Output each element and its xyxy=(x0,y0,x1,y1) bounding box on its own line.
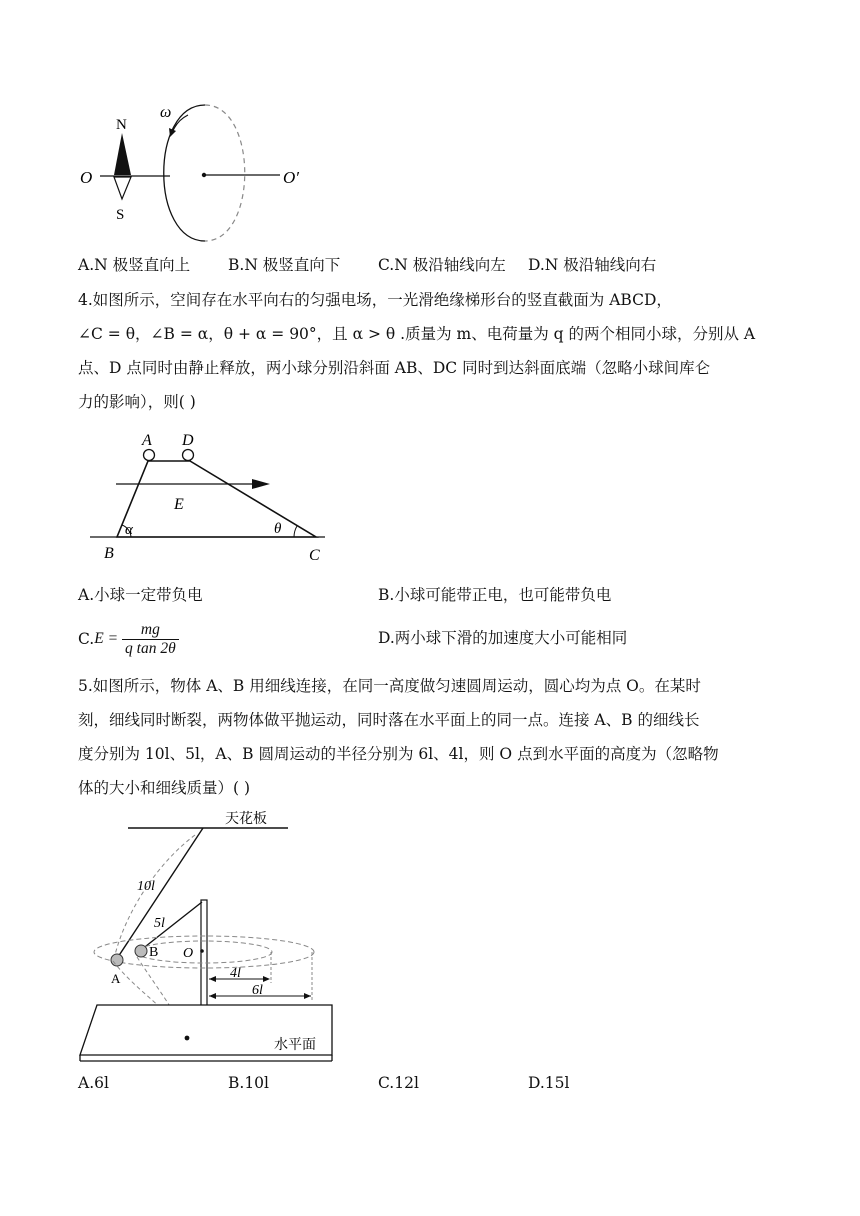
label-6l: 6l xyxy=(252,983,263,998)
q5-option-a[interactable]: A.6l xyxy=(78,1074,109,1092)
q4-stem-line1: 4.如图所示，空间存在水平向右的匀强电场，一光滑绝缘梯形台的竖直截面为 ABCD， xyxy=(78,291,672,309)
label-N: N xyxy=(116,117,127,133)
label-O: O xyxy=(183,946,194,961)
vertical-rod xyxy=(201,900,207,1012)
landing-point xyxy=(185,1036,190,1041)
q3-figure xyxy=(70,95,330,250)
ground-label: 水平面 xyxy=(274,1038,316,1053)
label-B: B xyxy=(149,945,159,960)
q4-option-c[interactable] xyxy=(78,616,179,662)
label-10l: 10l xyxy=(137,879,155,894)
q4-stem-line4: 力的影响），则( ) xyxy=(78,393,196,411)
trapezoid xyxy=(117,461,316,537)
label-alpha: α xyxy=(125,522,133,538)
q4-option-c-prefix: C. xyxy=(78,630,95,648)
angle-theta-arc xyxy=(294,526,297,537)
ball-d xyxy=(183,450,194,461)
q4-stem-line2: ∠C = θ，∠B = α，θ + α = 90°，且 α > θ .质量为 m、电荷量为 q 的两个相同小球，分别从 A xyxy=(78,325,756,343)
q4-option-a[interactable]: A.小球一定带负电 xyxy=(78,586,203,604)
string-10l-dim xyxy=(115,835,195,955)
needle-north xyxy=(114,133,131,175)
fraction-denominator: q tan 2θ xyxy=(125,639,176,657)
fraction-numerator: mg xyxy=(122,621,179,640)
label-A: A xyxy=(142,432,152,449)
q5-option-d[interactable]: D.15l xyxy=(528,1074,570,1092)
q4-stem-line3: 点、D 点同时由静止释放，两小球分别沿斜面 AB、DC 同时到达斜面底端（忽略小球间库仑 xyxy=(78,359,711,377)
q3-option-d[interactable]: D.N 极沿轴线向右 xyxy=(528,256,657,274)
q4-option-d[interactable]: D.两小球下滑的加速度大小可能相同 xyxy=(378,629,628,647)
q4-figure xyxy=(80,425,340,570)
q3-option-c[interactable]: C.N 极沿轴线向左 xyxy=(378,256,506,274)
label-E: E xyxy=(174,496,184,513)
q5-stem-line4: 体的大小和细线质量）( ) xyxy=(78,779,251,797)
q3-option-b[interactable]: B.N 极竖直向下 xyxy=(228,256,341,274)
label-C: C xyxy=(309,547,320,564)
center-o xyxy=(200,949,204,953)
q4-option-c-fraction xyxy=(122,621,179,658)
disk-back xyxy=(205,105,245,241)
needle-south xyxy=(114,177,131,199)
q5-figure xyxy=(75,805,350,1065)
label-B: B xyxy=(104,545,114,562)
label-5l: 5l xyxy=(154,916,165,931)
q3-option-a[interactable]: A.N 极竖直向上 xyxy=(78,256,191,274)
ball-a xyxy=(111,954,123,966)
q4-option-c-lhs: E = xyxy=(94,630,119,647)
label-4l: 4l xyxy=(230,966,241,981)
q5-stem-line2: 刻，细线同时断裂，两物体做平抛运动，同时落在水平面上的同一点。连接 A、B 的细线长 xyxy=(78,711,700,729)
disk-front xyxy=(164,105,205,241)
q4-option-b[interactable]: B.小球可能带正电，也可能带负电 xyxy=(378,586,612,604)
ball-b xyxy=(135,945,147,957)
q5-stem-line3: 度分别为 10l、5l，A、B 圆周运动的半径分别为 6l、4l，则 O 点到水平面的高度为（忽略物 xyxy=(78,745,719,763)
label-O: O xyxy=(80,168,93,187)
ceiling-label: 天花板 xyxy=(225,812,267,827)
label-S: S xyxy=(116,207,125,223)
field-arrow xyxy=(252,479,270,489)
ball-a xyxy=(144,450,155,461)
q5-stem-line1: 5.如图所示，物体 A、B 用细线连接，在同一高度做匀速圆周运动，圆心均为点 O。在某时 xyxy=(78,677,701,695)
q5-option-c[interactable]: C.12l xyxy=(378,1074,419,1092)
label-theta: θ xyxy=(274,521,282,537)
label-O-prime: O′ xyxy=(283,168,299,187)
omega-label: ω xyxy=(160,104,172,121)
q5-option-b[interactable]: B.10l xyxy=(228,1074,269,1092)
label-A: A xyxy=(111,971,121,986)
label-D: D xyxy=(182,432,194,449)
